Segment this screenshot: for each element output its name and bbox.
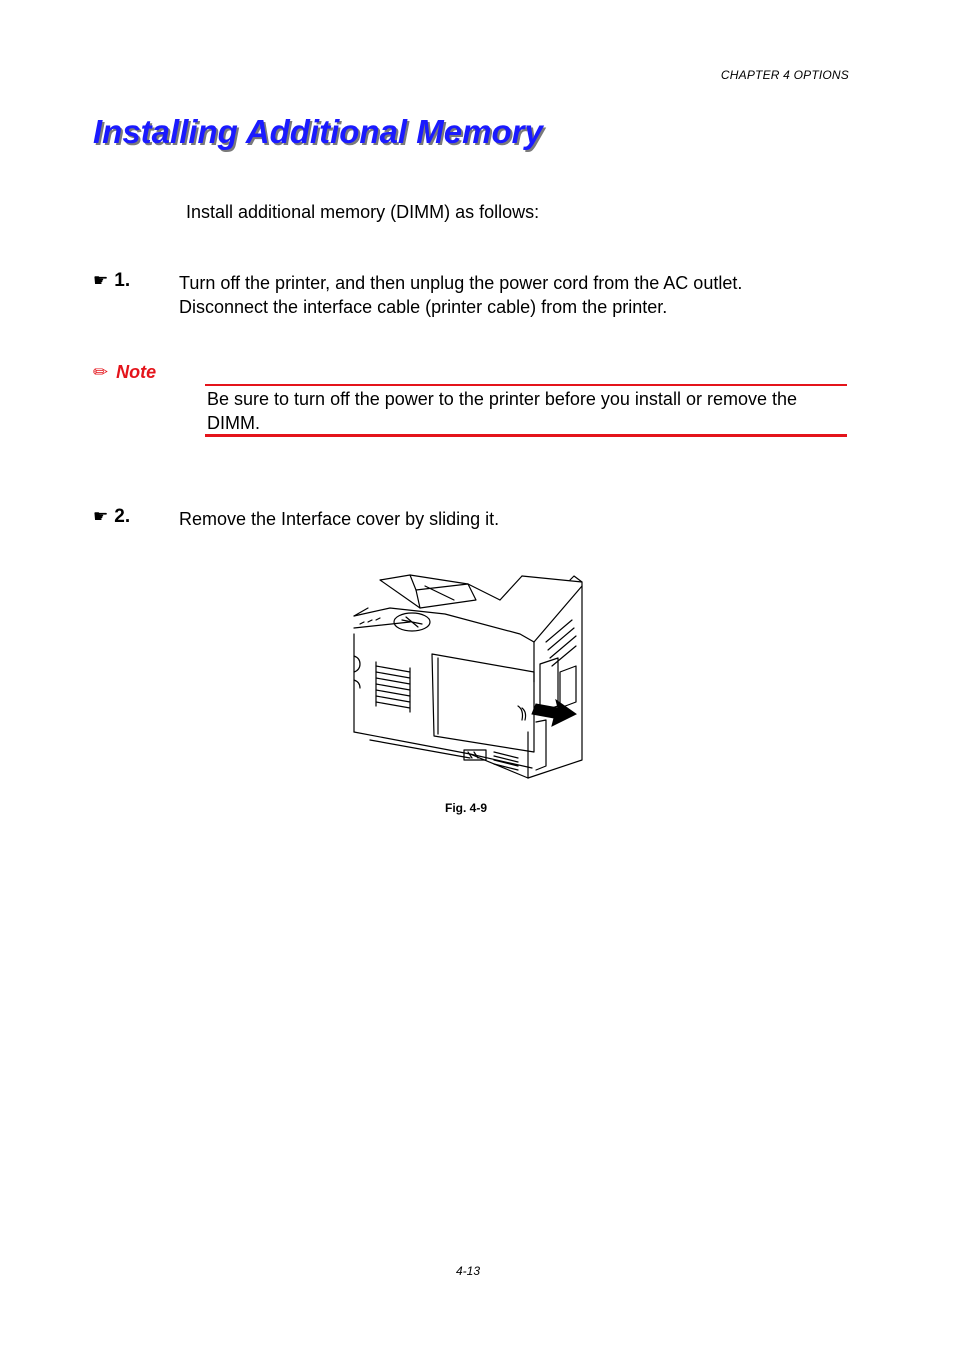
step-1-marker (93, 270, 130, 292)
step-line: Remove the Interface cover by sliding it. (179, 509, 500, 529)
step-number: 2. (114, 506, 131, 527)
step-2-text (179, 507, 499, 531)
intro-text: Install additional memory (DIMM) as follows: (186, 202, 540, 222)
printer-interface-cover-icon (350, 572, 586, 780)
pointing-hand-icon: ☛ (93, 271, 109, 290)
running-header: CHAPTER 4 OPTIONS (720, 68, 849, 82)
pointing-hand-icon: ☛ (93, 507, 109, 526)
step-number: 1. (114, 270, 131, 291)
note-line: DIMM. (207, 413, 260, 433)
note-label: Note (116, 362, 157, 382)
step-2-marker (93, 506, 130, 528)
step-1-text (179, 271, 742, 319)
step-line: Disconnect the interface cable (printer cable) from the printer. (179, 297, 668, 317)
figure-caption: Fig. 4-9 (445, 801, 488, 815)
step-line: Turn off the printer, and then unplug the power cord from the AC outlet. (179, 273, 743, 293)
printer-illustration (350, 572, 586, 780)
pencil-icon: ✏ (93, 362, 109, 382)
note-heading (93, 362, 156, 383)
note-bottom-rule (205, 434, 847, 437)
page-title: Installing Additional Memory (93, 113, 543, 150)
note-top-rule (205, 384, 847, 386)
note-text (207, 387, 845, 435)
page-number: 4-13 (456, 1264, 481, 1278)
note-line: Be sure to turn off the power to the printer before you install or remove the (207, 389, 797, 409)
